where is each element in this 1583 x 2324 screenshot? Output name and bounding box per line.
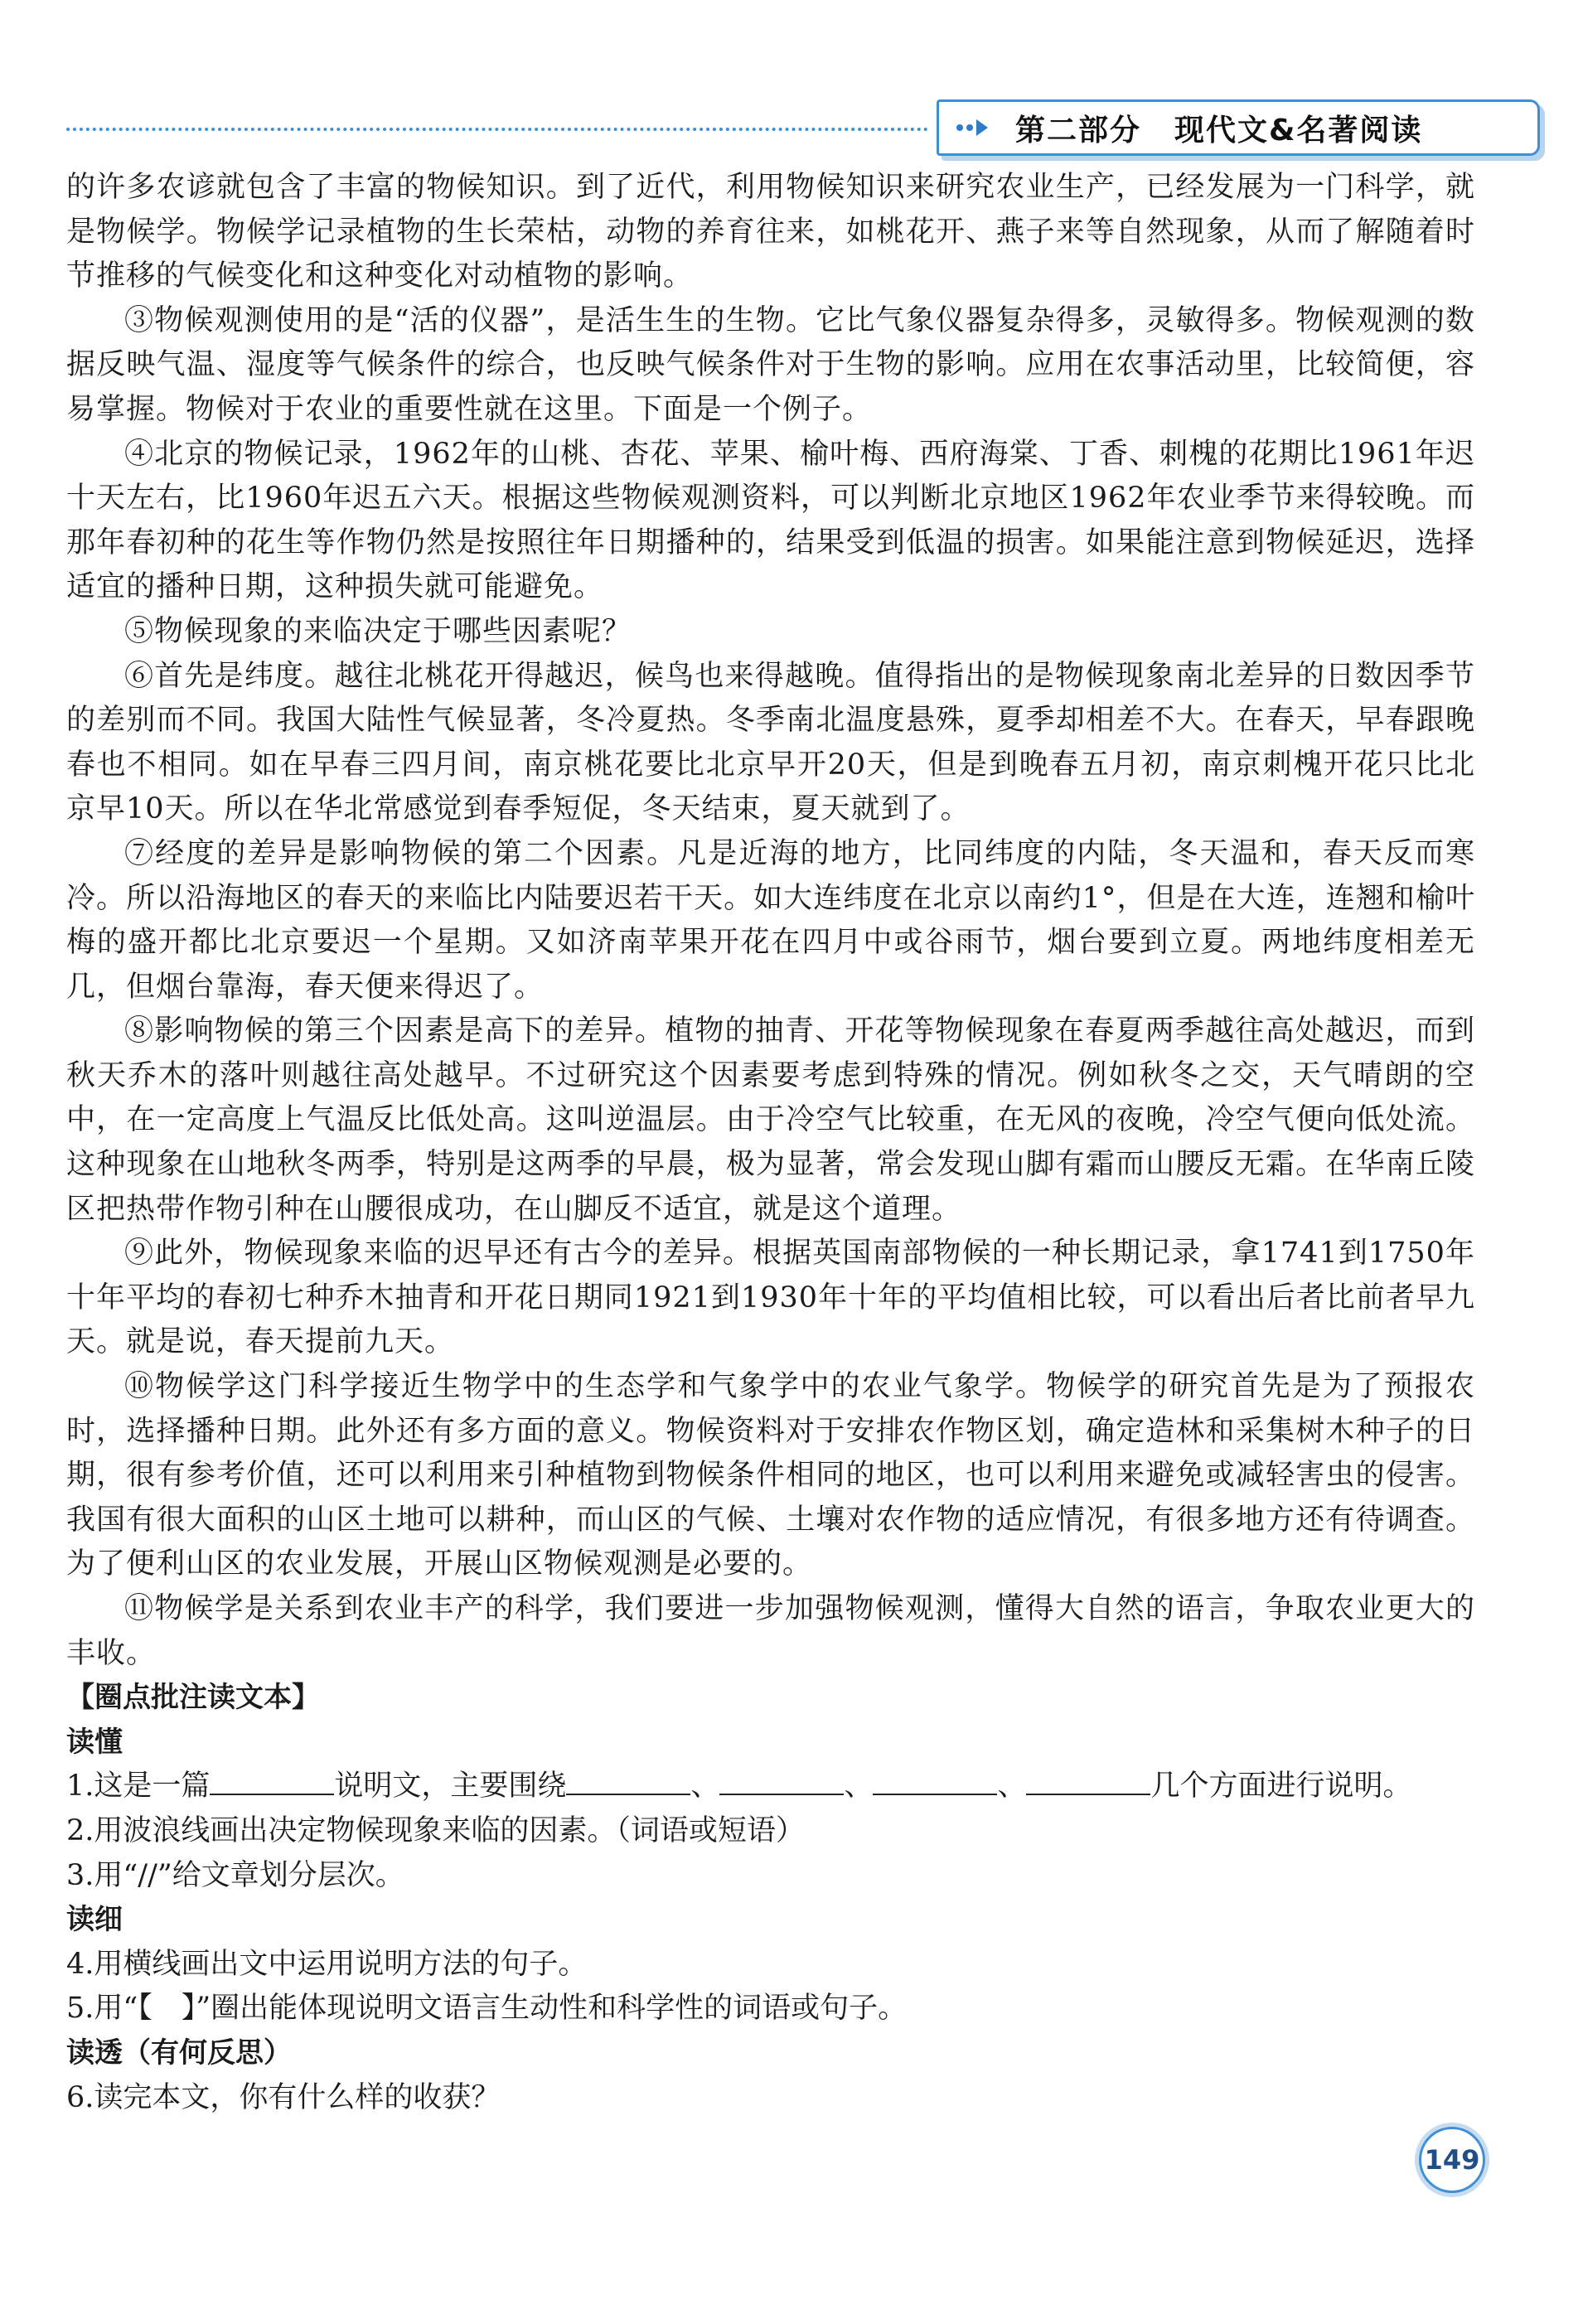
answer-blank[interactable] xyxy=(566,1769,690,1795)
question-5: 5.用“【 】”圈出能体现说明文语言生动性和科学性的词语或句子。 xyxy=(66,1992,908,2026)
paragraph-6: ⑥首先是纬度。越往北桃花开得越迟，候鸟也来得越晚。值得指出的是物候现象南北差异的日数因季节的差别而不同。我国大陆性气候显著，冬冷夏热。冬季南北温度悬殊，夏季却相差不大。在春天，早春跟晚春也不相同。如在早春三四月间，南京桃花要比北京早开20天，但是到晚春五月初，南京刺槐开花只比北京早10天。所以在华北常感觉到春季短促，冬天结束，夏天就到了。 xyxy=(66,659,1475,826)
question-1 xyxy=(66,1765,1475,1809)
part-label: 第二部分 xyxy=(1015,113,1142,148)
paragraph-7: ⑦经度的差异是影响物候的第二个因素。凡是近海的地方，比同纬度的内陆，冬天温和，春天反而寒冷。所以沿海地区的春天的来临比内陆要迟若干天。如大连纬度在北京以南约1°，但是在大连，连翘和榆叶梅的盛开都比北京要迟一个星期。又如济南苹果开花在四月中或谷雨节，烟台要到立夏。两地纬度相差无几，但烟台靠海，春天便来得迟了。 xyxy=(66,836,1475,1004)
section-title: 现代文&名著阅读 xyxy=(1174,113,1423,148)
paragraph-5: ⑤物候现象的来临决定于哪些因素呢？ xyxy=(124,614,632,648)
paragraph-continued: 的许多农谚就包含了丰富的物候知识。到了近代，利用物候知识来研究农业生产，已经发展为一门科学，就是物候学。物候学记录植物的生长荣枯，动物的养育往来，如桃花开、燕子来等自然现象，从而了解随着时节推移的气候变化和这种变化对动植物的影响。 xyxy=(66,171,1475,293)
page-header xyxy=(66,99,1475,157)
question-6: 6.读完本文，你有什么样的收获？ xyxy=(66,2080,501,2114)
section-title-box xyxy=(937,99,1540,156)
annotation-heading: 【圈点批注读文本】 xyxy=(66,1681,320,1715)
section-read-through: 读透（有何反思） xyxy=(66,2036,292,2070)
answer-blank[interactable] xyxy=(210,1769,334,1795)
separator: 、 xyxy=(844,1770,874,1804)
section-read-understand: 读懂 xyxy=(66,1725,123,1759)
page-number: 149 xyxy=(1419,2127,1485,2193)
paragraph-11: ⑪物候学是关系到农业丰产的科学，我们要进一步加强物候观测，懂得大自然的语言，争取农业更大的丰收。 xyxy=(66,1592,1475,1670)
paragraph-8: ⑧影响物候的第三个因素是高下的差异。植物的抽青、开花等物候现象在春夏两季越往高处越迟，而到秋天乔木的落叶则越往高处越早。不过研究这个因素要考虑到特殊的情况。例如秋冬之交，天气晴朗的空中，在一定高度上气温反比低处高。这叫逆温层。由于冷空气比较重，在无风的夜晚，冷空气便向低处流。这种现象在山地秋冬两季，特别是这两季的早晨，极为显著，常会发现山脚有霜而山腰反无霜。在华南丘陵区把热带作物引种在山腰很成功，在山脚反不适宜，就是这个道理。 xyxy=(66,1014,1475,1226)
question-3: 3.用“//”给文章划分层次。 xyxy=(66,1858,404,1892)
answer-blank[interactable] xyxy=(873,1769,997,1795)
paragraph-9: ⑨此外，物候现象来临的迟早还有古今的差异。根据英国南部物候的一种长期记录，拿1741到1750年十年平均的春初七种乔木抽青和开花日期同1921到1930年十年的平均值相比较，可以看出后者比前者早九天。就是说，春天提前九天。 xyxy=(66,1237,1475,1359)
arrow-dots-icon xyxy=(939,119,1005,136)
answer-blank[interactable] xyxy=(719,1769,844,1795)
question-4: 4.用横线画出文中运用说明方法的句子。 xyxy=(66,1947,588,1981)
paragraph-10: ⑩物候学这门科学接近生物学中的生态学和气象学中的农业气象学。物候学的研究首先是为了预报农时，选择播种日期。此外还有多方面的意义。物候资料对于安排农作物区划，确定造林和采集树木种子的日期，很有参考价值，还可以利用来引种植物到物候条件相同的地区，也可以利用来避免或减轻害虫的侵害。我国有很大面积的山区土地可以耕种，而山区的气候、土壤对农作物的适应情况，有很多地方还有待调查。为了便利山区的农业发展，开展山区物候观测是必要的。 xyxy=(66,1370,1475,1581)
question-1-part-c: 几个方面进行说明。 xyxy=(1150,1770,1412,1804)
question-1-part-b: 说明文，主要围绕 xyxy=(334,1770,567,1804)
question-1-part-a: 1.这是一篇 xyxy=(66,1770,211,1804)
paragraph-3: ③物候观测使用的是“活的仪器”，是活生生的生物。它比气象仪器复杂得多，灵敏得多。物候观测的数据反映气温、湿度等气候条件的综合，也反映气候条件对于生物的影响。应用在农事活动里，比较简便，容易掌握。物候对于农业的重要性就在这里。下面是一个例子。 xyxy=(66,303,1475,426)
separator: 、 xyxy=(690,1770,720,1804)
question-2: 2.用波浪线画出决定物候现象来临的因素。（词语或短语） xyxy=(66,1813,805,1847)
dotted-rule xyxy=(66,128,928,131)
article-body xyxy=(66,166,1475,2120)
answer-blank[interactable] xyxy=(1026,1769,1150,1795)
paragraph-4: ④北京的物候记录，1962年的山桃、杏花、苹果、榆叶梅、西府海棠、丁香、刺槐的花期比1961年迟十天左右，比1960年迟五六天。根据这些物候观测资料，可以判断北京地区1962年农业季节来得较晚。而那年春初种的花生等作物仍然是按照往年日期播种的，结果受到低温的损害。如果能注意到物候延迟，选择适宜的播种日期，这种损失就可能避免。 xyxy=(66,437,1475,604)
section-read-detail: 读细 xyxy=(66,1903,123,1937)
separator: 、 xyxy=(997,1770,1027,1804)
